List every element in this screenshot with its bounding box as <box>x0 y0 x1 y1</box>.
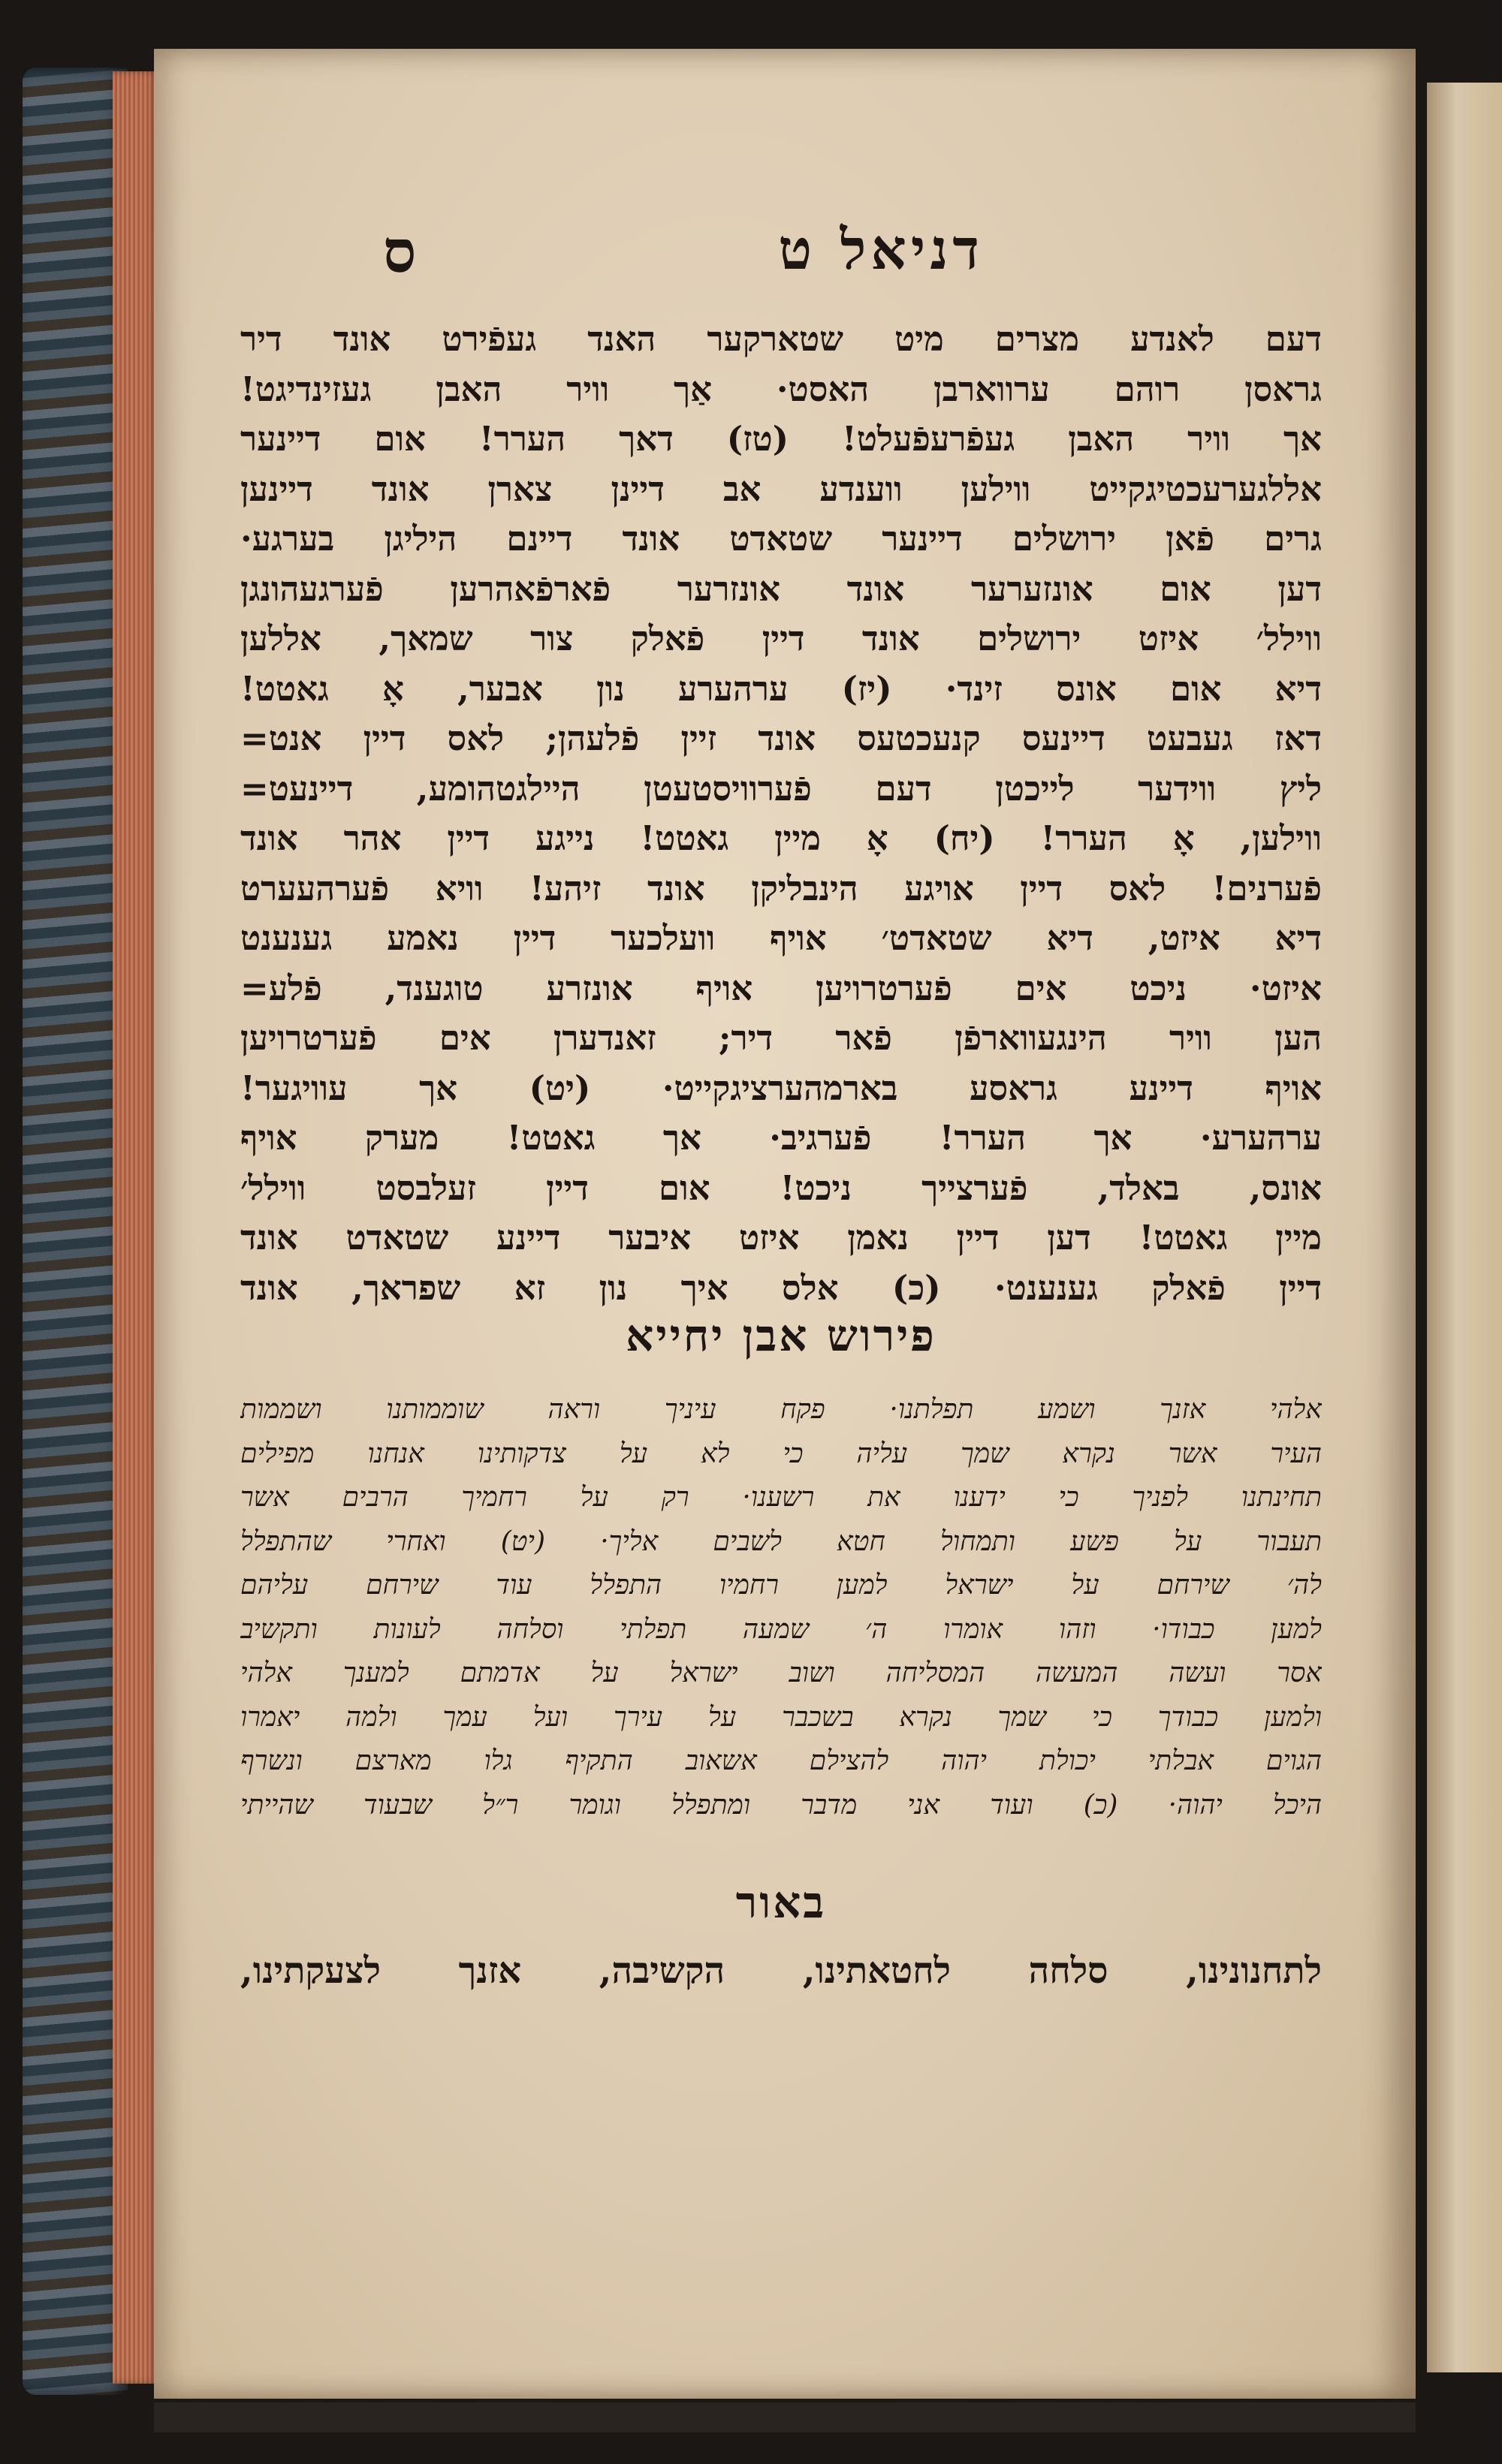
biur-heading: באור <box>735 1877 827 1928</box>
main-text-line: ליץ ווידער לייכטן דעם פֿערוויסטעטן היילגטהומע, דיינעט= <box>240 768 1322 809</box>
main-text-line: אויף דיינע גראסע בארמהערציגקייט· (יט) אך עוויגער! <box>240 1068 1322 1108</box>
main-text-line: ווילען, אָ הערר! (יח) אָ מיין גאטט! נייגע דיין אהר אונד <box>240 818 1322 858</box>
commentary-line: תעבור על פשע ותמחול חטא לשבים אליך· (יט) ואחרי שהתפלל <box>240 1526 1322 1557</box>
commentary-line: למען כבודו· וזהו אומרו ה׳ שמעה תפלתי וסלחה לעונות ותקשיב <box>240 1613 1322 1645</box>
main-text-line: גראסן רוהם ערווארבן האסט· אַך וויר האבן געזינדיגט! <box>240 369 1322 409</box>
main-text-line: אללגערעכטיגקייט ווילען ווענדע אב דיינן צארן אונד דיינען <box>240 468 1322 509</box>
main-text-line: דיא אום אונס זינד· (יז) ערהערע נון אבער, אָ גאטט! <box>240 668 1322 709</box>
main-text-line: פֿערנים! לאס דיין אויגע הינבליקן אונד זיהע! וויא פֿערהעערט <box>240 868 1322 908</box>
commentary-line: תחינתנו לפניך כי ידענו את רשענו· רק על רחמיך הרבים אשר <box>240 1482 1322 1513</box>
main-text-line: ווילל׳ איזט ירושלים אונד דיין פֿאלק צור שמאך, אללען <box>240 619 1322 658</box>
page-content <box>225 0 1337 2464</box>
main-text-line: איזט· ניכט אים פֿערטרויען אויף אונזרע טוגענד, פֿלע= <box>240 968 1322 1008</box>
commentary-line: העיר אשר נקרא שמך עליה כי לא על צדקותינו אנחנו מפילים <box>240 1438 1322 1469</box>
commentary-line: לה׳ שירחם על ישראל למען רחמיו התפלל עוד שירחם עליהם <box>240 1570 1322 1601</box>
main-text-line: גרים פֿאן ירושלים דיינער שטאדט אונד דיינם היליגן בערגע· <box>240 519 1322 559</box>
page-edges <box>113 71 158 2384</box>
main-text-line: אונס, באלד, פֿערצייך ניכט! אום דיין זעלבסט ווילל׳ <box>240 1167 1322 1208</box>
main-text-line: דיא איזט, דיא שטאדט׳ אויף וועלכער דיין נאמע גענענט <box>240 918 1322 958</box>
main-text-line: אך וויר האבן געפֿרעפֿעלט! (טז) דאך הערר! אום דיינער <box>240 419 1322 459</box>
main-text-line: דען אום אונזערער אונד אונזרער פֿארפֿאהרען פֿערגעהונגן <box>240 568 1322 609</box>
commentary-line: היכל יהוה· (כ) ועוד אני מדבר ומתפלל וגומר ר״ל שבעוד שהייתי <box>240 1789 1322 1821</box>
commentary-line: ולמען כבודך כי שמך נקרא בשכבר על עירך ועל עמך ולמה יאמרו <box>240 1701 1322 1733</box>
main-text-line: ערהערע· אך הערר! פֿערגיב· אך גאטט! מערק אויף <box>240 1118 1322 1158</box>
main-text-line: מיין גאטט! דען דיין נאמן איזט איבער דיינע שטאדט אונד <box>240 1218 1322 1258</box>
commentary-heading: פירוש אבן יחייא <box>626 1310 936 1361</box>
main-text-line: דאז געבעט דיינעס קנעכטעס אונד זיין פֿלעהן; לאס דיין אנט= <box>240 718 1322 758</box>
commentary-line: הגוים אבלתי יכולת יהוה להצילם אשאוב התקיף גלו מארצם ונשרף <box>240 1746 1322 1776</box>
main-text-line: הען וויר הינגעווארפֿן פֿאר דיר; זאנדערן אים פֿערטרויען <box>240 1018 1322 1058</box>
running-head <box>225 218 1337 285</box>
main-text-line: דעם לאנדע מצרים מיט שטארקער האנד געפֿירט אונד דיר <box>240 319 1322 359</box>
page-number: ס <box>383 218 417 286</box>
commentary-line: אסר ועשה המעשה המסליחה ושוב ישראל על אדמתם למענך אלהי <box>240 1658 1322 1688</box>
biur-text: לתחנונינו, סלחה לחטאתינו, הקשיבה, אזנך לצעקתינו, <box>240 1950 1322 1992</box>
facing-page <box>1427 83 1502 2372</box>
main-text-line: דיין פֿאלק גענענט· (כ) אלס איך נון זא שפראך, אונד <box>240 1267 1322 1308</box>
commentary-line: אלהי אזנך ושמע תפלתנו· פקח עיניך וראה שוממותנו ושממות <box>240 1394 1322 1425</box>
running-title: דניאל ט <box>778 218 984 282</box>
book-binding <box>23 68 128 2395</box>
